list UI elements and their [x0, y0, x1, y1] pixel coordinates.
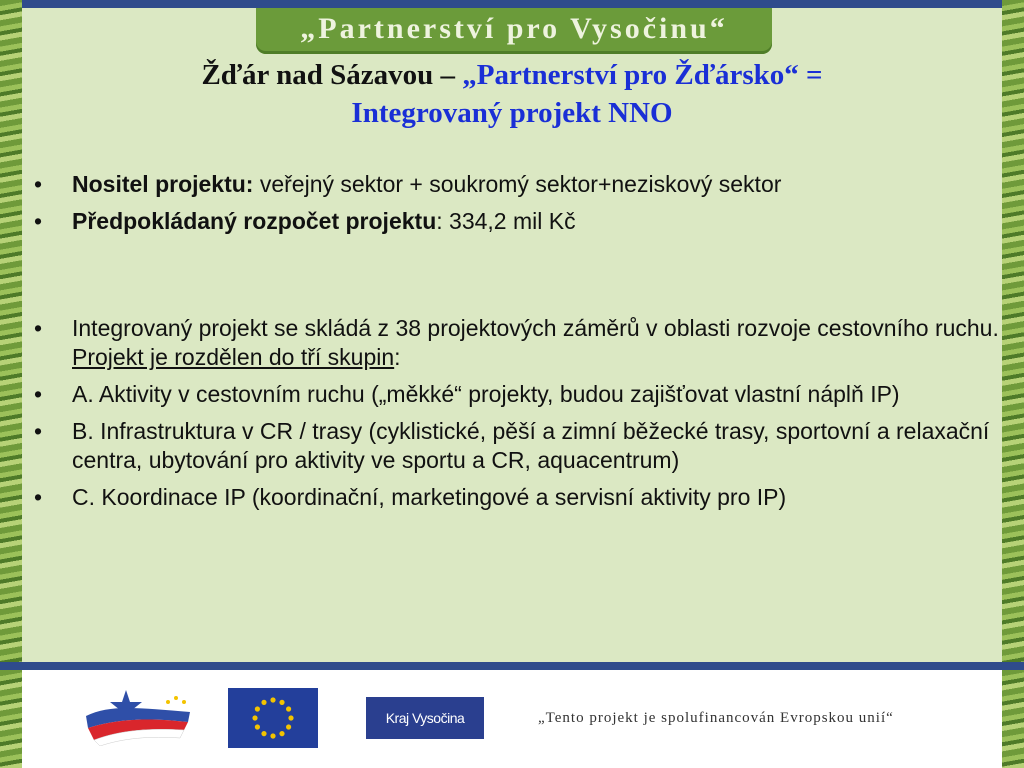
bullet-bold: Nositel projektu: — [72, 171, 254, 197]
bullet-underlined-text: Projekt je rozdělen do tří skupin — [72, 344, 395, 370]
bullet-text: veřejný sektor + soukromý sektor+neziskový sektor — [253, 171, 782, 197]
bullet-bold: Předpokládaný rozpočet projektu — [72, 208, 437, 234]
bullet-list-top — [30, 170, 1002, 244]
bullet-text: Integrovaný projekt se skládá z 38 projektových záměrů v oblasti rozvoje cestovního ruchu. — [72, 315, 999, 341]
kraj-vysocina-logo: Kraj Vysočina — [366, 697, 484, 739]
bullet-text: : 334,2 mil Kč — [436, 208, 576, 234]
list-item — [30, 417, 1002, 475]
footer-text: „Tento projekt je spolufinancován Evropskou unií“ — [538, 710, 894, 726]
bottom-border — [0, 662, 1024, 670]
title-part3: Integrovaný projekt NNO — [351, 97, 673, 129]
header-banner — [256, 8, 772, 54]
title-part2: „Partnerství pro Žďársko“ = — [462, 59, 823, 91]
list-item — [30, 314, 1002, 372]
eu-flag-logo-icon — [228, 688, 318, 748]
czech-flag-star-logo-icon — [80, 682, 196, 746]
header-banner-text: „Partnerství pro Vysočinu“ — [300, 12, 728, 45]
list-item — [30, 170, 1002, 199]
slide-title — [60, 56, 964, 132]
left-grass-decoration — [0, 0, 22, 768]
bullet-text: B. Infrastruktura v CR / trasy (cyklistické, pěší a zimní běžecké trasy, sportovní a relaxační centra, ubytování pro aktivity ve sportu a CR, aquacentrum) — [72, 418, 990, 473]
list-item — [30, 207, 1002, 236]
title-part1: Žďár nad Sázavou – — [201, 59, 463, 91]
bullet-suffix: : — [394, 344, 401, 370]
right-grass-decoration — [1002, 0, 1024, 768]
list-item — [30, 483, 1002, 512]
bullet-list-main — [30, 314, 1002, 520]
bullet-text: C. Koordinace IP (koordinační, marketingové a servisní aktivity pro IP) — [72, 484, 787, 510]
bullet-text: A. Aktivity v cestovním ruchu („měkké“ projekty, budou zajišťovat vlastní náplň IP) — [72, 381, 900, 407]
list-item — [30, 380, 1002, 409]
top-border — [0, 0, 1024, 8]
